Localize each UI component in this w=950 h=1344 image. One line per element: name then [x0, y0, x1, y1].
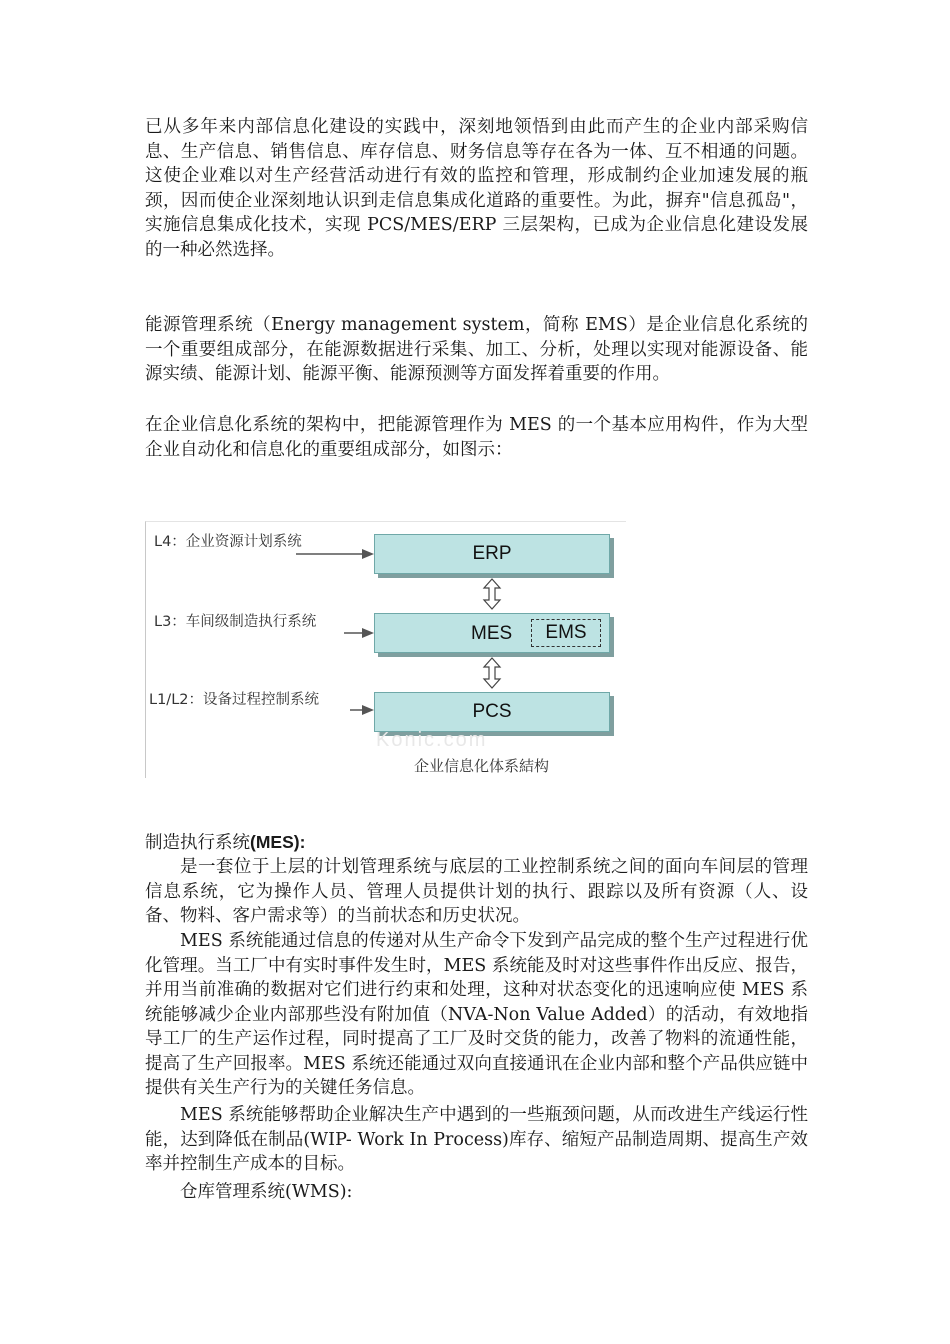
paragraph-mes-definition: 是一套位于上层的计划管理系统与底层的工业控制系统之间的面向车间层的管理信息系统，它为操作人员、管理人员提供计划的执行、跟踪以及所有资源（人、设备、物料、客户需求等）的当前状态和历史状况。 [145, 857, 808, 926]
double-arrow-mes-pcs [481, 657, 503, 689]
architecture-diagram [145, 521, 626, 778]
double-arrow-erp-mes [481, 578, 503, 610]
ems-label: EMS [545, 622, 587, 643]
layer-label-l1-l2: L1/L2：设备过程控制系统 [149, 692, 319, 708]
arrow-l12-pcs [350, 702, 376, 718]
arrow-l3-mes [344, 625, 376, 641]
section-heading-mes [145, 830, 305, 856]
mes-heading-text: 制造执行系统 [145, 833, 250, 853]
arrow-l4-erp [296, 546, 376, 562]
erp-label: ERP [472, 543, 512, 564]
paragraph-intro: 已从多年来内部信息化建设的实践中，深刻地领悟到由此而产生的企业内部采购信息、生产信息、销售信息、库存信息、财务信息等存在各为一体、互不相通的问题。这使企业难以对生产经营活动进行有效的监控和管理，形成制约企业加速发展的瓶颈，因而使企业深刻地认识到走信息集成化道路的重要性。为此，摒弃"信息孤岛"，实施信息集成化技术，实现 PCS/MES/ERP 三层架构，已成为企业信息化建设发展的一种必然选择。 [145, 117, 808, 260]
erp-box [374, 534, 610, 574]
layer-label-l4: L4：企业资源计划系统 [154, 534, 302, 550]
mes-box [374, 613, 610, 653]
section-heading-wms: 仓库管理系统(WMS): [180, 1182, 353, 1202]
paragraph-mes-benefits: MES 系统能够帮助企业解决生产中遇到的一些瓶颈问题，从而改进生产线运行性能，达到降低在制品(WIP- Work In Process)库存、缩短产品制造周期、提高生产效率并控制生产成本的目标。 [145, 1105, 808, 1174]
mes-label: MES [471, 623, 513, 644]
pcs-label: PCS [472, 701, 512, 722]
paragraph-architecture: 在企业信息化系统的架构中，把能源管理作为 MES 的一个基本应用构件，作为大型企业自动化和信息化的重要组成部分，如图示： [145, 415, 808, 460]
diagram-watermark: Konic.com [376, 729, 488, 751]
ems-box [531, 619, 601, 647]
paragraph-mes-function: MES 系统能通过信息的传递对从生产命令下发到产品完成的整个生产过程进行优化管理。当工厂中有实时事件发生时，MES 系统能及时对这些事件作出反应、报告，并用当前准确的数据对它们进行约束和处理，这种对状态变化的迅速响应使 MES 系统能够减少企业内部那些没有附加值（NVA-Non Value Added）的活动，有效地指导工厂的生产运作过程，同时提高了工厂及时交货的能力，改善了物料的流通性能，提高了生产回报率。MES 系统还能通过双向直接通讯在企业内部和整个产品供应链中提供有关生产行为的关键任务信息。 [145, 931, 808, 1098]
diagram-caption: 企业信息化体系結构 [414, 757, 550, 775]
layer-label-l3: L3：车间级制造执行系统 [154, 614, 317, 630]
pcs-box [374, 692, 610, 732]
paragraph-ems-definition: 能源管理系统（Energy management system，简称 EMS）是企业信息化系统的一个重要组成部分，在能源数据进行采集、加工、分析，处理以实现对能源设备、能源实绩、能源计划、能源平衡、能源预测等方面发挥着重要的作用。 [145, 315, 808, 384]
mes-heading-abbr: (MES): [250, 832, 306, 852]
